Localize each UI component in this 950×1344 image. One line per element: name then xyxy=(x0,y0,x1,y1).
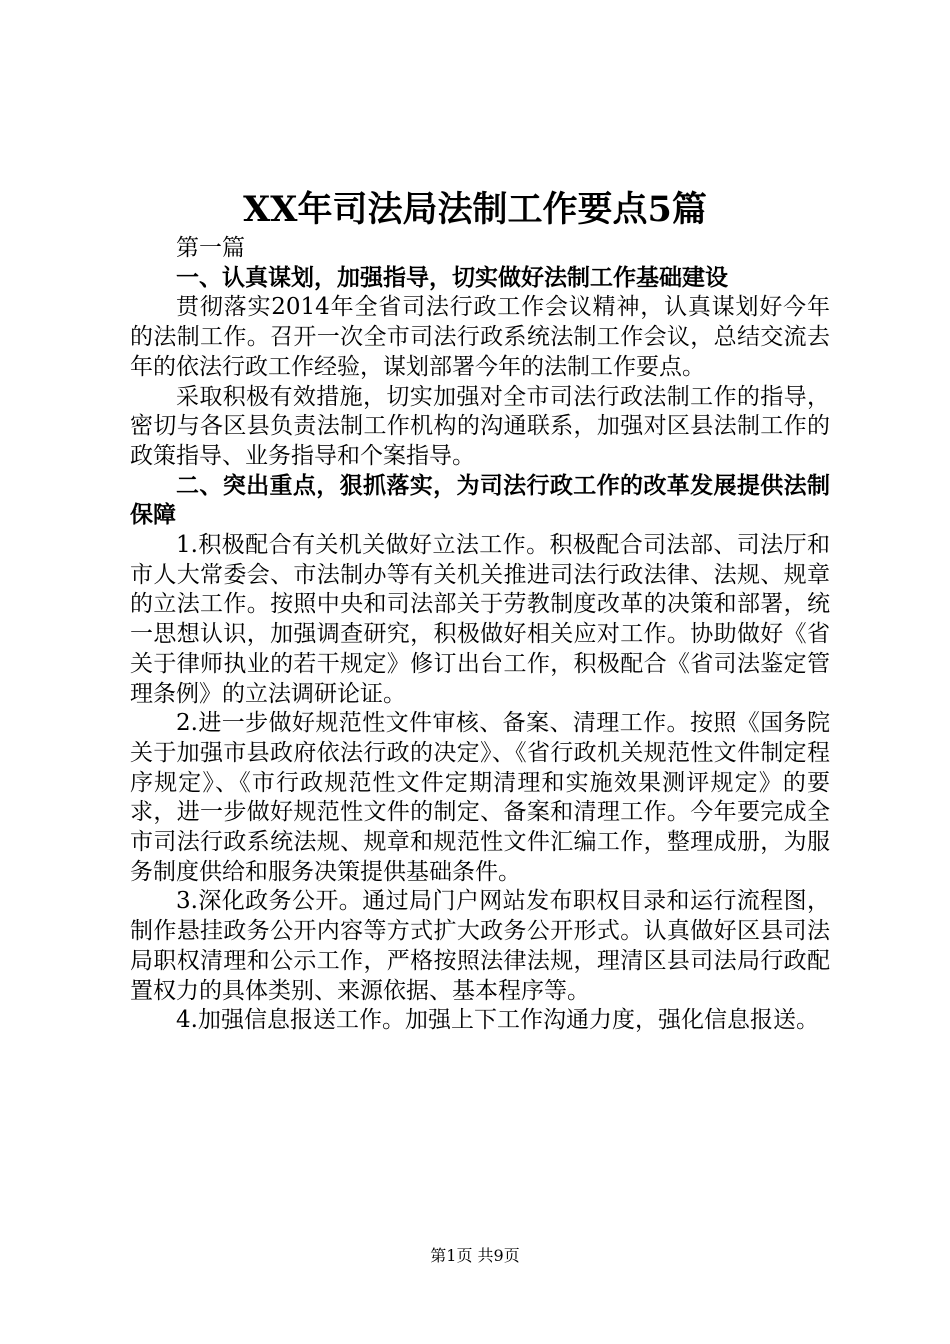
body-paragraph: 1.积极配合有关机关做好立法工作。积极配合司法部、司法厅和市人大常委会、市法制办等有关机关推进司法行政法律、法规、规章的立法工作。按照中央和司法部关于劳教制度改革的决策和部署，统一思想认识，加强调查研究，积极做好相关应对工作。协助做好《省关于律师执业的若干规定》修订出台工作，积极配合《省司法鉴定管理条例》的立法调研论证。 xyxy=(130,532,830,707)
body-paragraph: 4.加强信息报送工作。加强上下工作沟通力度，强化信息报送。 xyxy=(176,1007,819,1034)
page-footer: 第1页 共9页 xyxy=(430,1246,520,1265)
body-paragraph: 2.进一步做好规范性文件审核、备案、清理工作。按照《国务院关于加强市县政府依法行政的决定》、《省行政机关规范性文件制定程序规定》、《市行政规范性文件定期清理和实施效果测评规定》的要求，进一步做好规范性文件的制定、备案和清理工作。今年要完成全市司法行政系统法规、规章和规范性文件汇编工作，整理成册，为服务制度供给和服务决策提供基础条件。 xyxy=(130,710,830,885)
body-paragraph: 3.深化政务公开。通过局门户网站发布职权目录和运行流程图，制作悬挂政务公开内容等方式扩大政务公开形式。认真做好区县司法局职权清理和公示工作，严格按照法律法规，理清区县司法局行政配置权力的具体类别、来源依据、基本程序等。 xyxy=(130,888,830,1004)
body-paragraph: 采取积极有效措施，切实加强对全市司法行政法制工作的指导，密切与各区县负责法制工作机构的沟通联系，加强对区县法制工作的政策指导、业务指导和个案指导。 xyxy=(130,383,830,469)
body-paragraph: 贯彻落实2014年全省司法行政工作会议精神，认真谋划好今年的法制工作。召开一次全市司法行政系统法制工作会议，总结交流去年的依法行政工作经验，谋划部署今年的法制工作要点。 xyxy=(130,294,830,380)
section-heading: 二、突出重点，狠抓落实，为司法行政工作的改革发展提供法制保障 xyxy=(130,472,830,529)
document-body xyxy=(130,234,830,1036)
section-heading: 一、认真谋划，加强指导，切实做好法制工作基础建设 xyxy=(176,264,728,291)
body-paragraph: 第一篇 xyxy=(176,235,245,261)
document-title: XX年司法局法制工作要点5篇 xyxy=(243,189,707,230)
